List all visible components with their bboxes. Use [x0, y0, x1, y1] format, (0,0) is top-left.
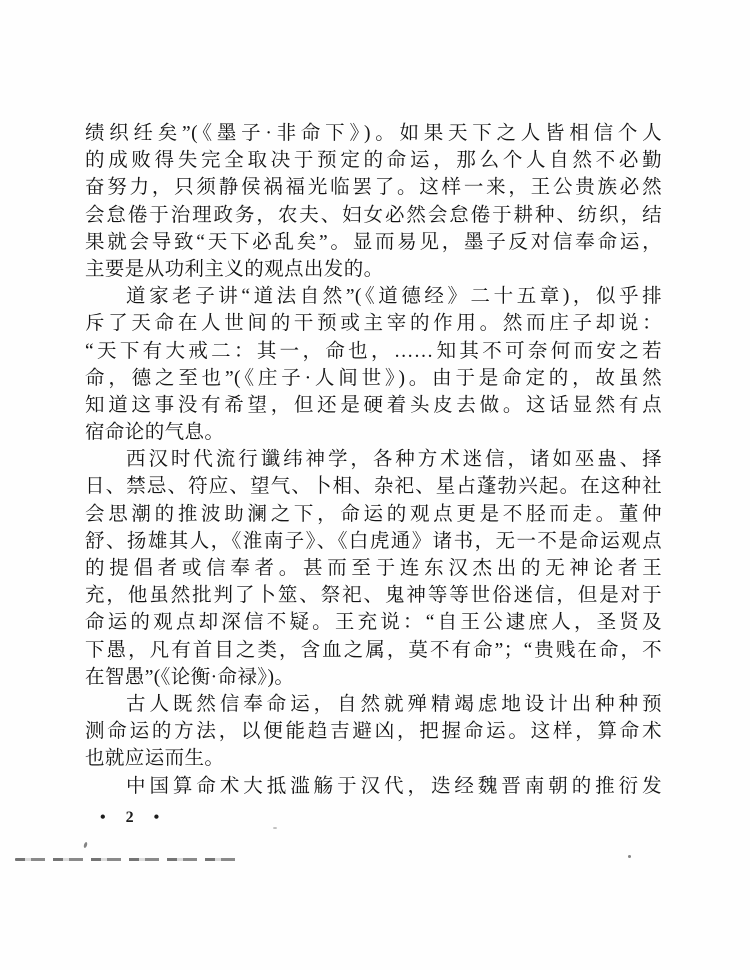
- text-line: 古人既然信奉命运，自然就殚精竭虑地设计出种种预: [126, 693, 662, 715]
- text-line: 也就应运而生。: [85, 748, 225, 770]
- text-line: 会怠倦于治理政务，农夫、妇女必然会怠倦于耕种、纺织，结: [85, 204, 662, 226]
- scan-artifact-dashed-line: [15, 858, 237, 861]
- text-line: 会思潮的推波助澜之下，命运的观点更是不胫而走。董仲: [85, 503, 662, 525]
- text-line: 的提倡者或信奉者。甚而至于连东汉杰出的无神论者王: [85, 558, 662, 579]
- text-line: 测命运的方法，以便能趋吉避凶，把握命运。这样，算命术: [85, 721, 662, 743]
- text-line: 主要是从功利主义的观点出发的。: [85, 258, 384, 280]
- text-line: 命，德之至也”(《庄子·人间世》)。由于是命定的，故虽然: [85, 367, 662, 389]
- text-line: 舒、扬雄其人，《淮南子》、《白虎通》诸书，无一不是命运观点: [85, 530, 662, 552]
- text-line: 奋努力，只须静侯祸福光临罢了。这样一来，王公贵族必然: [85, 177, 662, 199]
- text-line: 下愚，凡有首目之类，含血之属，莫不有命”；“贵贱在命，不: [85, 639, 662, 661]
- text-line: “天下有大戒二：其一，命也，……知其不可奈何而安之若: [85, 340, 662, 362]
- text-line: 道家老子讲“道法自然”(《道德经》二十五章)，似乎排: [126, 286, 662, 308]
- text-line: 斥了天命在人世间的干预或主宰的作用。然而庄子却说：: [85, 313, 662, 335]
- text-line: 中国算命术大抵滥觞于汉代，迭经魏晋南朝的推衍发: [126, 775, 662, 797]
- scan-speckle: [83, 842, 88, 849]
- text-line: 充，他虽然批判了卜筮、祭祀、鬼神等等世俗迷信，但是对于: [85, 585, 662, 607]
- text-line: 西汉时代流行谶纬神学，各种方术迷信，诸如巫蛊、择: [126, 449, 662, 471]
- scan-speckle: [273, 827, 277, 829]
- text-block: [85, 120, 662, 800]
- text-line: 在智愚”(《论衡·命禄》)。: [85, 666, 295, 688]
- text-line: 绩织纴矣”(《墨子·非命下》)。如果天下之人皆相信个人: [85, 123, 662, 144]
- scan-speckle: [628, 855, 631, 858]
- text-line: 知道这事没有希望，但还是硬着头皮去做。这话显然有点: [85, 394, 662, 416]
- page-number: • 2 •: [100, 809, 168, 826]
- text-line: 的成败得失完全取决于预定的命运，那么个人自然不必勤: [85, 150, 662, 172]
- text-line: 命运的观点却深信不疑。王充说：“自王公逮庶人，圣贤及: [85, 612, 662, 634]
- text-line: 宿命论的气息。: [85, 422, 225, 444]
- text-line: 日、禁忌、符应、望气、卜相、杂祀、星占蓬勃兴起。在这种社: [85, 476, 662, 498]
- text-line: 果就会导致“天下必乱矣”。显而易见，墨子反对信奉命运，: [85, 231, 662, 253]
